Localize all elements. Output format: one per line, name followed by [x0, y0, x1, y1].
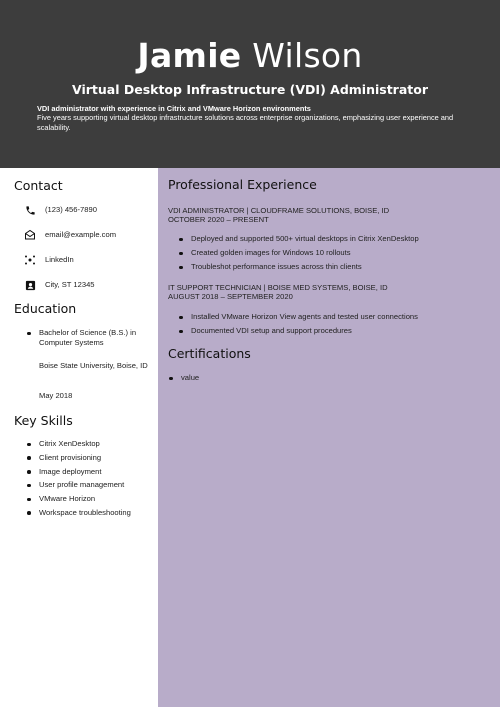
education-date: May 2018 [39, 391, 73, 400]
skills-heading: Key Skills [14, 413, 73, 428]
skills-list [25, 439, 155, 522]
skill-item: Citrix XenDesktop [25, 439, 155, 453]
job-2-dates: AUGUST 2018 – SEPTEMBER 2020 [168, 292, 293, 301]
contact-location [24, 278, 154, 292]
contact-heading: Contact [14, 178, 63, 193]
skill-item: Client provisioning [25, 453, 155, 467]
job-bullet: Troubleshot performance issues across thin clients [177, 262, 477, 276]
certifications-heading: Certifications [168, 346, 251, 361]
phone-number: (123) 456-7890 [45, 205, 97, 214]
education-school: Boise State University, Boise, ID [39, 361, 148, 370]
job-title: Virtual Desktop Infrastructure (VDI) Administrator [72, 82, 428, 97]
certification-item: value [167, 373, 467, 383]
job-1-dates: OCTOBER 2020 – PRESENT [168, 215, 269, 224]
contact-linkedin[interactable] [24, 253, 154, 267]
job-1-bullets [177, 234, 477, 276]
experience-heading: Professional Experience [168, 177, 317, 192]
location-text: City, ST 12345 [45, 280, 95, 289]
resume-header [0, 0, 500, 168]
skill-item: VMware Horizon [25, 494, 155, 508]
certifications-list [167, 373, 467, 383]
location-icon [24, 279, 36, 291]
contact-email[interactable] [24, 228, 154, 242]
education-heading: Education [14, 301, 77, 316]
phone-icon [24, 204, 36, 216]
job-2-role: IT SUPPORT TECHNICIAN | BOISE MED SYSTEMS, BOISE, ID [168, 283, 388, 292]
job-1-role: VDI ADMINISTRATOR | CLOUDFRAME SOLUTIONS, BOISE, ID [168, 206, 390, 215]
summary-headline: VDI administrator with experience in Citrix and VMware Horizon environments [37, 104, 311, 113]
job-bullet: Deployed and supported 500+ virtual desktops in Citrix XenDesktop [177, 234, 477, 248]
job-2-bullets [177, 312, 477, 340]
job-bullet: Documented VDI setup and support procedures [177, 326, 477, 340]
education-degree: Bachelor of Science (B.S.) in Computer Systems [25, 328, 150, 348]
contact-phone [24, 203, 154, 217]
skill-item: Image deployment [25, 467, 155, 481]
email-address[interactable]: email@example.com [45, 230, 117, 239]
education-list [25, 328, 150, 348]
candidate-name [0, 36, 500, 76]
linkedin-link[interactable]: LinkedIn [45, 255, 74, 264]
envelope-icon [24, 229, 36, 241]
job-bullet: Installed VMware Horizon View agents and tested user connections [177, 312, 477, 326]
job-bullet: Created golden images for Windows 10 rollouts [177, 248, 477, 262]
summary-text: Five years supporting virtual desktop infrastructure solutions across enterprise organizations, emphasizing user experience and scalability. [37, 113, 454, 132]
last-name: Wilson [252, 36, 363, 75]
first-name: Jamie [137, 36, 242, 75]
skill-item: Workspace troubleshooting [25, 508, 155, 522]
network-icon [24, 254, 36, 266]
skill-item: User profile management [25, 480, 155, 494]
